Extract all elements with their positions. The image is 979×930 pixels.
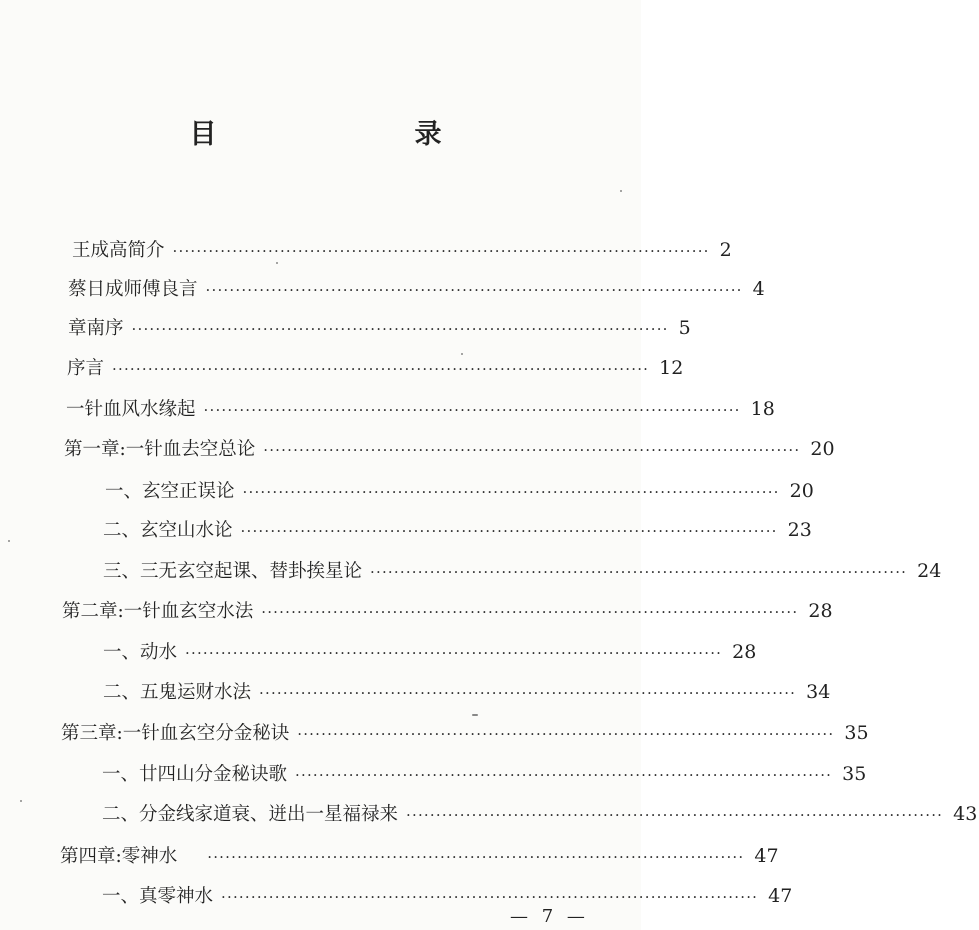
toc-leader-dots: ·························································································· [242, 483, 780, 501]
toc-page-number: 28 [808, 600, 833, 622]
toc-entry [102, 800, 978, 828]
toc-page-number: 12 [659, 357, 684, 379]
toc-leader-dots: ·························································································· [185, 644, 723, 662]
toc-entry [61, 719, 869, 747]
toc-entry [67, 354, 684, 382]
toc-entry [60, 842, 779, 870]
toc-page-number: 20 [789, 480, 814, 502]
scan-speck [276, 262, 278, 264]
toc-leader-dots: ·························································································· [297, 725, 835, 743]
toc-entry [103, 557, 942, 585]
page-number-footer: — 7 — [510, 906, 589, 927]
scan-speck [461, 353, 463, 355]
toc-leader-dots: ·························································································· [131, 320, 669, 338]
toc-entry [66, 395, 775, 423]
toc-entry-label: 一、廿四山分金秘诀歌 [102, 764, 288, 785]
toc-entry-label: 第四章:零神水 [60, 846, 178, 867]
toc-entry-label: 第二章:一针血玄空水法 [62, 601, 254, 622]
toc-leader-dots: ·························································································· [263, 441, 801, 459]
toc-entry [103, 638, 757, 666]
scan-speck [8, 540, 10, 542]
toc-entry [103, 678, 831, 706]
toc-entry [102, 760, 867, 788]
toc-page-number: 28 [732, 641, 757, 663]
toc-entry-label: 蔡日成师傅良言 [68, 279, 198, 300]
toc-entry-label: 一、真零神水 [102, 886, 214, 907]
toc-leader-dots: ·························································································· [172, 242, 710, 260]
toc-entry [105, 477, 814, 505]
scan-speck [620, 190, 622, 192]
toc-page-number: 47 [768, 885, 793, 907]
toc-entry-label: 第三章:一针血玄空分金秘诀 [61, 723, 290, 744]
toc-entry [103, 516, 812, 544]
toc-page-number: 20 [810, 438, 835, 460]
toc-entry-label: 一针血风水缘起 [66, 399, 196, 420]
toc-page-number: 5 [678, 317, 691, 339]
toc-leader-dots: ·························································································· [205, 281, 743, 299]
toc-page-number: 18 [750, 398, 775, 420]
page-title: 目 录 [189, 119, 490, 150]
scan-speck [472, 714, 478, 716]
toc-page-number: 47 [754, 845, 779, 867]
toc-leader-dots: ·························································································· [240, 522, 778, 540]
toc-page-number: 35 [842, 763, 867, 785]
toc-leader-dots: ·························································································· [221, 888, 759, 906]
toc-page-number: 24 [917, 560, 942, 582]
toc-entry-label: 二、玄空山水论 [103, 520, 233, 541]
toc-page-number: 4 [752, 278, 765, 300]
toc-entry-label: 一、动水 [103, 642, 178, 663]
toc-entry-label: 二、分金线家道衰、迸出一星福禄来 [102, 804, 399, 825]
toc-page-number: 43 [953, 803, 978, 825]
toc-entry [102, 882, 793, 910]
toc-leader-dots: ·························································································· [207, 848, 745, 866]
toc-leader-dots: ·························································································· [259, 684, 797, 702]
toc-entry-label: 二、五鬼运财水法 [103, 682, 252, 703]
toc-leader-dots: ·························································································· [112, 360, 650, 378]
toc-leader-dots: ·························································································· [295, 766, 833, 784]
toc-leader-dots: ·························································································· [406, 806, 944, 824]
toc-page-number: 2 [719, 239, 732, 261]
toc-page-number: 35 [844, 722, 869, 744]
toc-entry [68, 275, 765, 303]
toc-page-number: 23 [787, 519, 812, 541]
toc-entry-label: 第一章:一针血去空总论 [64, 439, 256, 460]
toc-entry-label: 王成高简介 [72, 240, 165, 261]
toc-entry [62, 597, 833, 625]
toc-entry-label: 一、玄空正误论 [105, 481, 235, 502]
toc-entry [72, 236, 732, 264]
toc-entry-label: 序言 [67, 358, 105, 379]
toc-page-number: 34 [806, 681, 831, 703]
toc-entry [68, 314, 691, 342]
toc-entry-label: 三、三无玄空起课、替卦挨星论 [103, 561, 363, 582]
toc-entry [64, 435, 835, 463]
toc-leader-dots: ·························································································· [370, 563, 908, 581]
toc-leader-dots: ·························································································· [203, 401, 741, 419]
scan-speck [20, 800, 22, 802]
toc-leader-dots: ·························································································· [261, 603, 799, 621]
toc-entry-label: 章南序 [68, 318, 124, 339]
